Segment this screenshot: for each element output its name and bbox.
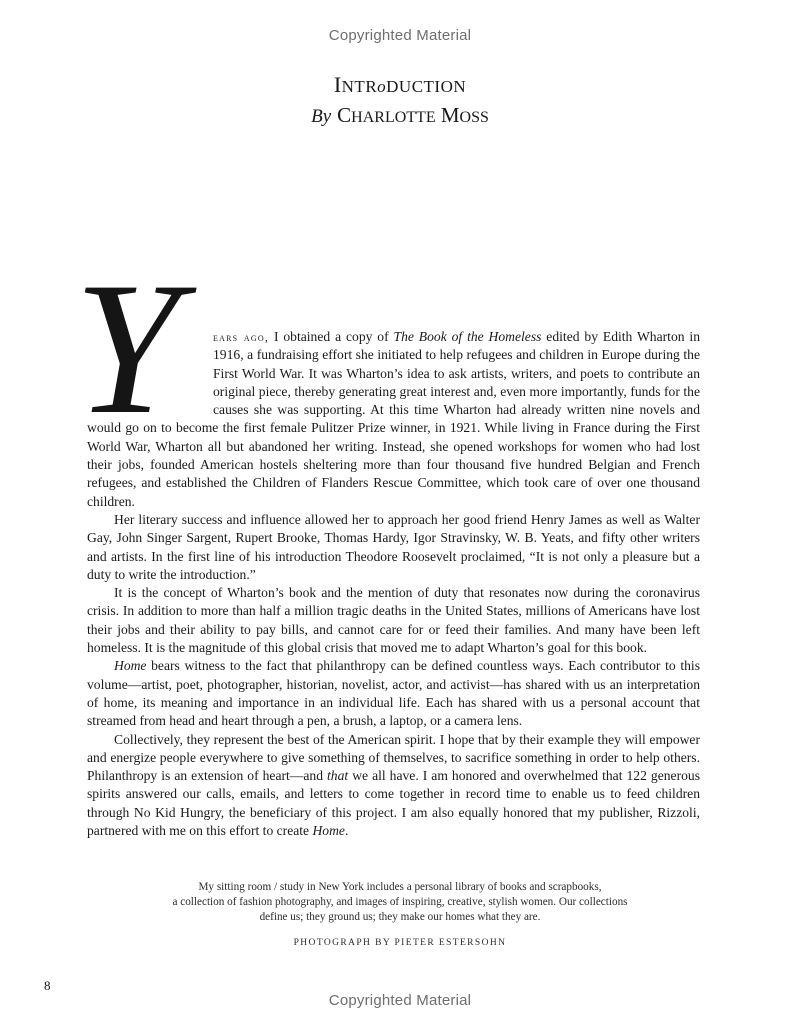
photo-caption: My sitting room / study in New York includes a personal library of books and scrapbooks, a collection of fashion photography, and images of inspiring, creative, stylish women. Our collections define us; they ground us; they make our homes what they are. — [172, 881, 628, 923]
dropcap-glyph: Y — [74, 262, 180, 432]
paragraph-4: Home bears witness to the fact that philanthropy can be defined countless ways. Each contributor to this volume—artist, poet, photographer, historian, novelist, actor, and activist—has shared with us an interpretation of home, its meaning and importance in an individual life. Each has shared with us a personal account that streamed from head and heart through a pen, a brush, a laptop, or a camera lens. — [87, 658, 700, 729]
author-byline: By CHARLOTTE MOSS — [311, 103, 489, 127]
chapter-heading — [0, 72, 800, 131]
copyright-watermark-bottom: Copyrighted Material — [328, 992, 472, 1009]
introduction-body — [87, 328, 700, 840]
paragraph-1: ears ago, I obtained a copy of The Book of the Homeless edited by Edith Wharton in 1916, a fundraising effort she initiated to help refugees and children in Europe during the First World War. It was Wharton’s idea to ask artists, writers, and poets to contribute an original piece, thereby generating great interest and, even more importantly, funds for the causes she was supporting. At this time Wharton had already written nine novels and would go on to become the first female Pulitzer Prize winner, in 1921. While living in France during the First World War, Wharton all but abandoned her writing. Instead, she opened workshops for women who had lost their jobs, founded American hostels sheltering more than four thousand five hundred Belgian and French refugees, and established the Children of Flanders Rescue Committee, which took care of over one thousand children. — [87, 329, 700, 509]
paragraph-2: Her literary success and influence allowed her to approach her good friend Henry James as well as Walter Gay, John Singer Sargent, Rupert Brooke, Thomas Hardy, Igor Stravinsky, W. B. Yeats, and fifty other writers and artists. In the first line of his introduction Theodore Roosevelt proclaimed, “It is not only a pleasure but a duty to write the introduction.” — [87, 511, 700, 582]
chapter-title: INTRoDUCTION — [333, 72, 467, 97]
page-number: 8 — [44, 978, 51, 993]
photo-credit: PHOTOGRAPH BY PIETER ESTERSOHN — [293, 938, 507, 948]
paragraph-5: Collectively, they represent the best of the American spirit. I hope that by their example they will empower and energize people everywhere to give something of themselves, to sacrifice something in order to help others. Philanthropy is an extension of heart—and that we all have. I am honored and overwhelmed that 122 generous spirits answered our calls, emails, and letters to come together in record time to enable us to feed children through No Kid Hungry, the beneficiary of this project. I am also equally honored that my publisher, Rizzoli, partnered with me on this effort to create Home. — [87, 731, 700, 839]
paragraph-3: It is the concept of Wharton’s book and the mention of duty that resonates now during the coronavirus crisis. In addition to more than half a million tragic deaths in the United States, millions of Americans have lost their jobs and their ability to pay bills, and cannot care for or feed their families. And many have been left homeless. It is the magnitude of this global crisis that moved me to adapt Wharton’s goal for this book. — [87, 585, 700, 656]
copyright-watermark-top: Copyrighted Material — [328, 27, 472, 44]
